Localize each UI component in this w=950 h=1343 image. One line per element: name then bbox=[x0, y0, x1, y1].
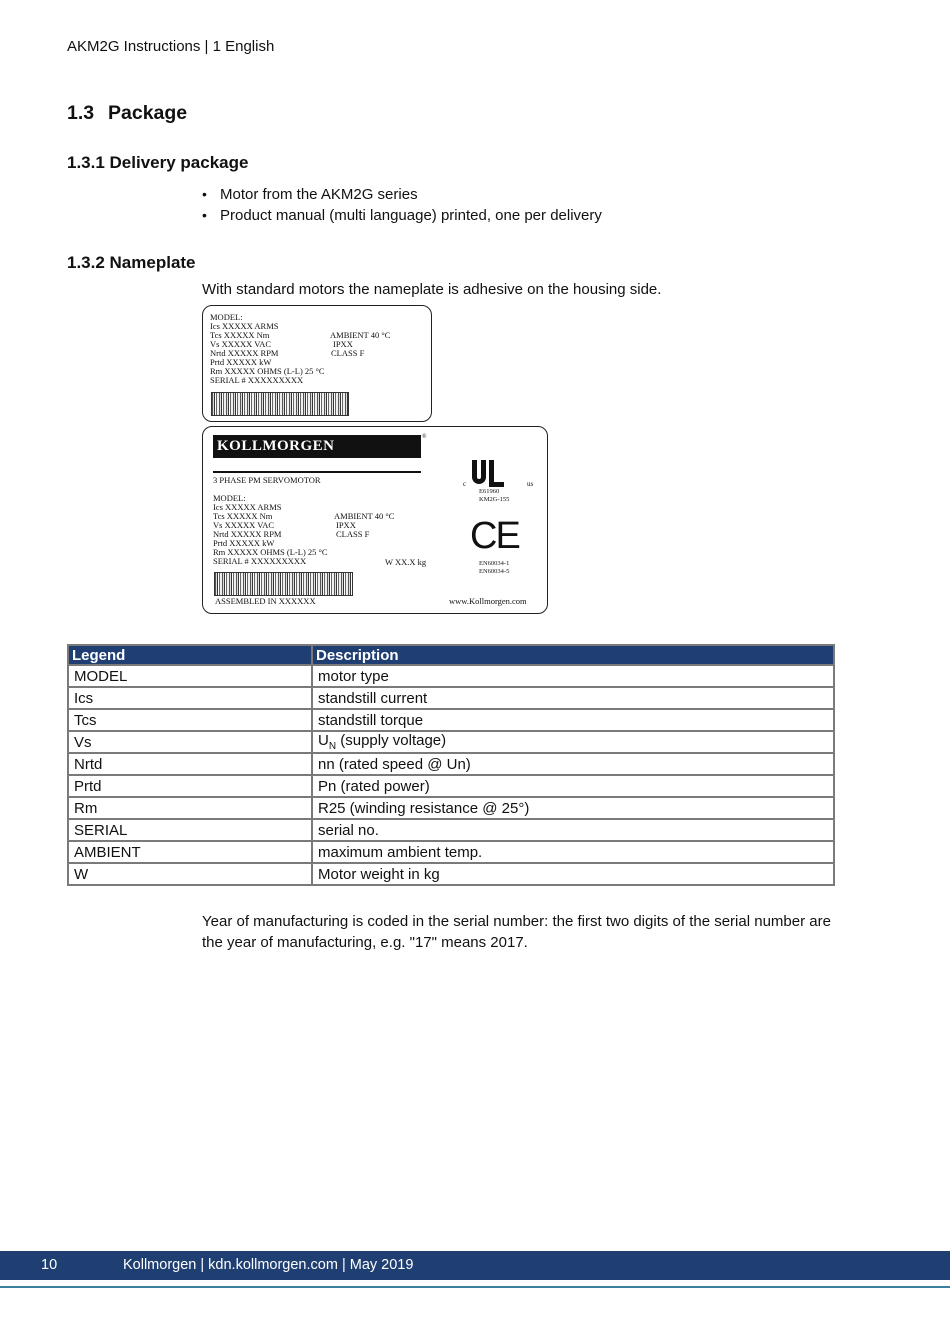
ul-code: KM2G-155 bbox=[479, 496, 510, 503]
registered-mark: ® bbox=[422, 434, 427, 440]
plate-line: Vs XXXXX VAC bbox=[210, 339, 272, 349]
running-header: AKM2G Instructions | 1 English bbox=[67, 38, 275, 55]
description-cell: Motor weight in kg bbox=[312, 863, 834, 885]
ce-mark-icon: CE bbox=[470, 515, 519, 557]
table-row bbox=[68, 665, 834, 687]
footer-bar bbox=[0, 1251, 950, 1280]
section-number: 1.3 bbox=[67, 102, 95, 124]
table-row bbox=[68, 753, 834, 775]
nameplate-small-image bbox=[202, 305, 432, 422]
ul-file: E61960 bbox=[479, 488, 500, 495]
standard-line: EN60034-5 bbox=[479, 568, 510, 575]
plate-line: Tcs XXXXX Nm bbox=[213, 511, 273, 521]
nameplate-large-image bbox=[202, 426, 548, 614]
brand-logo: KOLLMORGEN bbox=[213, 435, 421, 458]
list-item: • Product manual (multi language) printed, one per delivery bbox=[202, 205, 602, 226]
legend-cell: Ics bbox=[68, 687, 312, 709]
column-header-description: Description bbox=[312, 645, 834, 665]
column-header-legend: Legend bbox=[68, 645, 312, 665]
description-cell: nn (rated speed @ Un) bbox=[312, 753, 834, 775]
plate-line: CLASS F bbox=[331, 348, 365, 358]
table-row bbox=[68, 775, 834, 797]
section-heading bbox=[67, 102, 187, 125]
plate-line: Prtd XXXXX kW bbox=[213, 538, 275, 548]
description-cell: serial no. bbox=[312, 819, 834, 841]
plate-line: Ics XXXXX ARMS bbox=[213, 502, 282, 512]
barcode bbox=[214, 572, 353, 596]
legend-table bbox=[67, 644, 835, 886]
ul-mark-icon bbox=[465, 457, 513, 489]
weight-field: W XX.X kg bbox=[385, 557, 427, 567]
legend-cell: Vs bbox=[68, 731, 312, 753]
voltage-description: (supply voltage) bbox=[340, 732, 447, 749]
plate-line: IPXX bbox=[336, 520, 356, 530]
plate-line: AMBIENT 40 °C bbox=[334, 511, 395, 521]
voltage-subscript: N bbox=[328, 741, 337, 752]
description-cell: Pn (rated power) bbox=[312, 775, 834, 797]
table-header-row bbox=[68, 645, 834, 665]
list-item: • Motor from the AKM2G series bbox=[202, 184, 602, 205]
legend-cell: Rm bbox=[68, 797, 312, 819]
legend-cell: Nrtd bbox=[68, 753, 312, 775]
description-cell: standstill current bbox=[312, 687, 834, 709]
table-row bbox=[68, 841, 834, 863]
description-cell: R25 (winding resistance @ 25°) bbox=[312, 797, 834, 819]
description-cell: maximum ambient temp. bbox=[312, 841, 834, 863]
nameplate-intro: With standard motors the nameplate is adhesive on the housing side. bbox=[202, 281, 662, 298]
description-cell: standstill torque bbox=[312, 709, 834, 731]
assembled-line: ASSEMBLED IN XXXXXX bbox=[215, 596, 316, 606]
standard-line: EN60034-1 bbox=[479, 560, 510, 567]
page-number: 10 bbox=[41, 1257, 58, 1273]
footer-text: Kollmorgen | kdn.kollmorgen.com | May 2019 bbox=[123, 1257, 414, 1273]
plate-line: Nrtd XXXXX RPM bbox=[213, 529, 282, 539]
table-row bbox=[68, 709, 834, 731]
table-row bbox=[68, 687, 834, 709]
plate-line: Vs XXXXX VAC bbox=[213, 520, 275, 530]
plate-line: Tcs XXXXX Nm bbox=[210, 330, 270, 340]
legend-cell: MODEL bbox=[68, 665, 312, 687]
legend-cell: Prtd bbox=[68, 775, 312, 797]
legend-cell: W bbox=[68, 863, 312, 885]
plate-line: Rm XXXXX OHMS (L-L) 25 °C bbox=[210, 366, 325, 376]
nameplate-heading: 1.3.2 Nameplate bbox=[67, 253, 196, 272]
plate-line: MODEL: bbox=[213, 493, 246, 503]
barcode bbox=[211, 392, 349, 416]
legend-cell: Tcs bbox=[68, 709, 312, 731]
website-line: www.Kollmorgen.com bbox=[449, 596, 527, 606]
ul-c-label: c bbox=[463, 480, 467, 488]
table-row bbox=[68, 863, 834, 885]
divider bbox=[213, 471, 421, 473]
section-title: Package bbox=[108, 102, 188, 124]
plate-line: Nrtd XXXXX RPM bbox=[210, 348, 279, 358]
delivery-list bbox=[202, 184, 602, 226]
table-row bbox=[68, 731, 834, 753]
voltage-symbol: U bbox=[318, 732, 329, 749]
plate-line: Rm XXXXX OHMS (L-L) 25 °C bbox=[213, 547, 328, 557]
ul-us-label: us bbox=[527, 480, 534, 488]
plate-line: AMBIENT 40 °C bbox=[330, 330, 391, 340]
description-cell: motor type bbox=[312, 665, 834, 687]
serial-year-note: Year of manufacturing is coded in the serial number: the first two digits of the serial number are the year of manufacturing, e.g. "17" means 2017. bbox=[202, 913, 831, 951]
product-type: 3 PHASE PM SERVOMOTOR bbox=[213, 475, 321, 485]
delivery-heading: 1.3.1 Delivery package bbox=[67, 153, 249, 172]
footer-divider bbox=[0, 1286, 950, 1288]
plate-line: Ics XXXXX ARMS bbox=[210, 321, 279, 331]
plate-line: IPXX bbox=[333, 339, 353, 349]
table-row bbox=[68, 819, 834, 841]
plate-line: SERIAL # XXXXXXXXX bbox=[213, 556, 307, 566]
plate-line: MODEL: bbox=[210, 312, 243, 322]
legend-cell: AMBIENT bbox=[68, 841, 312, 863]
plate-line: CLASS F bbox=[336, 529, 370, 539]
description-cell bbox=[312, 731, 834, 753]
table-row bbox=[68, 797, 834, 819]
legend-cell: SERIAL bbox=[68, 819, 312, 841]
plate-line: SERIAL # XXXXXXXXX bbox=[210, 375, 304, 385]
plate-line: Prtd XXXXX kW bbox=[210, 357, 272, 367]
